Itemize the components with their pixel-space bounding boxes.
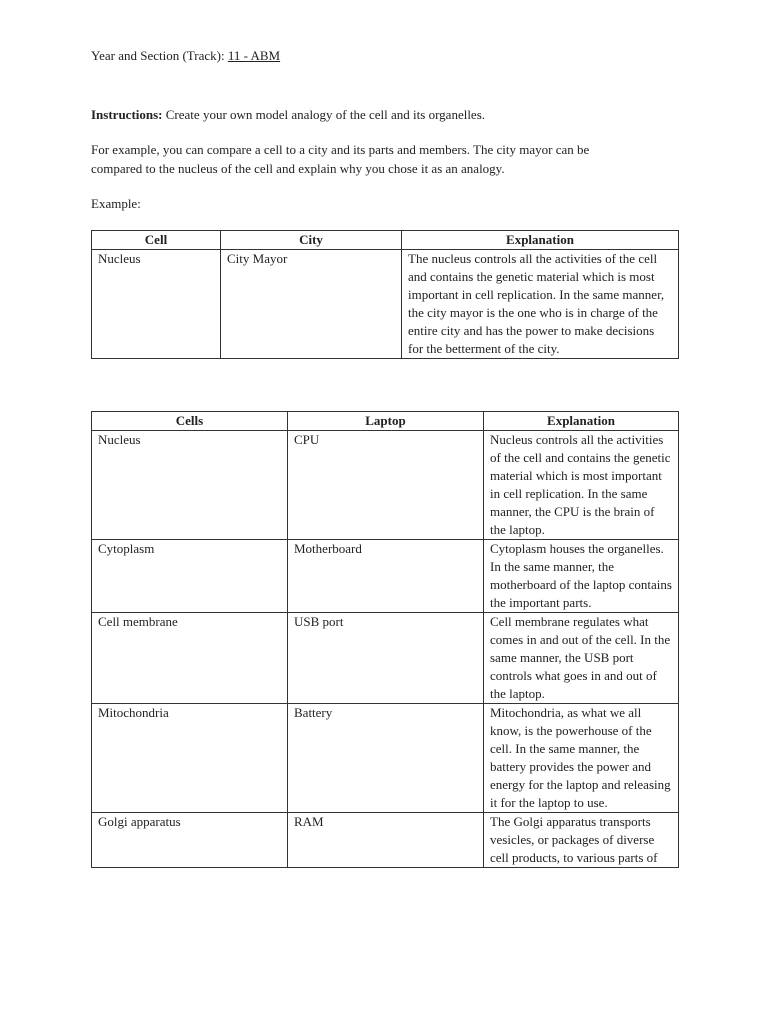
table-header-row <box>92 412 679 431</box>
example-label: Example: <box>91 196 141 211</box>
analog-name: Motherboard <box>288 540 484 613</box>
analog-name: RAM <box>288 813 484 868</box>
table-row <box>92 431 679 540</box>
cell-name: Golgi apparatus <box>92 813 288 868</box>
year-section-line <box>91 47 280 65</box>
instructions-line <box>91 106 485 124</box>
explanation-text: Cytoplasm houses the organelles. In the same manner, the motherboard of the laptop contains the important parts. <box>484 540 679 613</box>
column-header-cells: Cells <box>92 412 288 431</box>
year-section-value: 11 - ABM <box>227 48 281 63</box>
column-header-laptop: Laptop <box>288 412 484 431</box>
analog-name: USB port <box>288 613 484 704</box>
explanation-text: Mitochondria, as what we all know, is the powerhouse of the cell. In the same manner, the battery provides the power and energy for the laptop and releasing it for the laptop to use. <box>484 704 679 813</box>
cell-name: Cytoplasm <box>92 540 288 613</box>
laptop-analogy-table <box>91 411 679 868</box>
column-header-city: City <box>221 231 402 250</box>
table-row <box>92 540 679 613</box>
column-header-explanation: Explanation <box>402 231 679 250</box>
column-header-cell: Cell <box>92 231 221 250</box>
example-paragraph-line-1: For example, you can compare a cell to a city and its parts and members. The city mayor can be <box>91 142 590 157</box>
instructions-label: Instructions: <box>91 107 163 122</box>
example-paragraph-line-2: compared to the nucleus of the cell and explain why you chose it as an analogy. <box>91 161 505 176</box>
analog-name: CPU <box>288 431 484 540</box>
explanation-text: The nucleus controls all the activities of the cell and contains the genetic material which is most important in cell replication. In the same manner, the city mayor is the one who is in charge of the entire city and has the power to make decisions for the betterment of the city. <box>402 250 679 359</box>
year-section-label: Year and Section (Track): <box>91 48 228 63</box>
explanation-text: The Golgi apparatus transports vesicles, or packages of diverse cell products, to various parts of <box>484 813 679 868</box>
analog-name: City Mayor <box>221 250 402 359</box>
table-header-row <box>92 231 679 250</box>
analog-name: Battery <box>288 704 484 813</box>
cell-name: Cell membrane <box>92 613 288 704</box>
example-table <box>91 230 679 359</box>
cell-name: Nucleus <box>92 250 221 359</box>
table-row <box>92 704 679 813</box>
table-row <box>92 813 679 868</box>
table-row <box>92 250 679 359</box>
cell-name: Mitochondria <box>92 704 288 813</box>
explanation-text: Nucleus controls all the activities of the cell and contains the genetic material which is most important in cell replication. In the same manner, the CPU is the brain of the laptop. <box>484 431 679 540</box>
column-header-explanation: Explanation <box>484 412 679 431</box>
cell-name: Nucleus <box>92 431 288 540</box>
table-row <box>92 613 679 704</box>
instructions-text: Create your own model analogy of the cell and its organelles. <box>162 107 486 122</box>
explanation-text: Cell membrane regulates what comes in and out of the cell. In the same manner, the USB port controls what goes in and out of the laptop. <box>484 613 679 704</box>
